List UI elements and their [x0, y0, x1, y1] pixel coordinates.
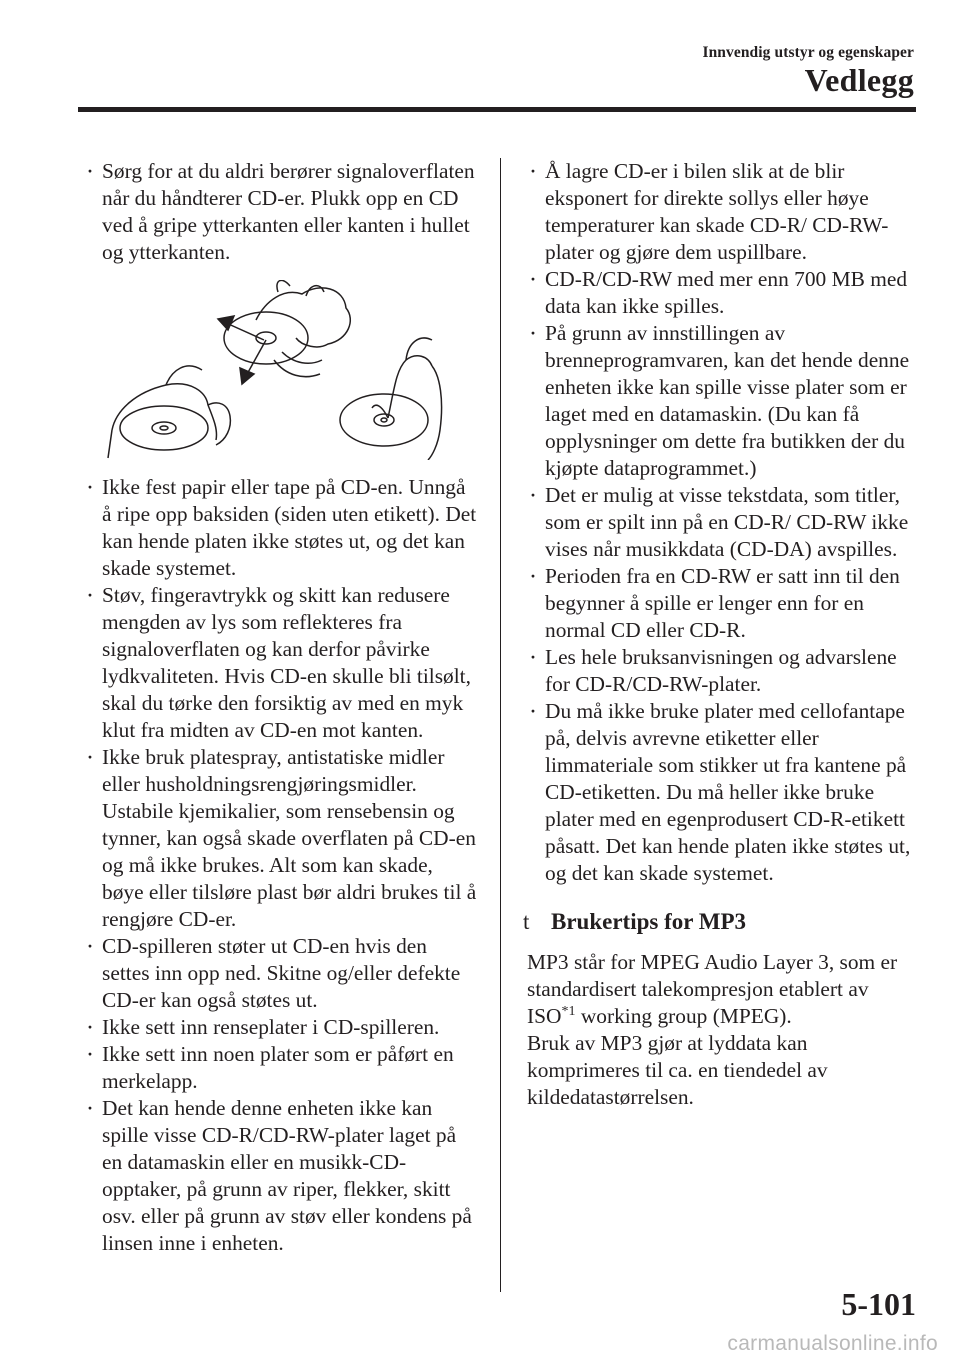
footnote-mark: *1 [561, 1004, 576, 1019]
bullet-dot: · [87, 936, 94, 956]
list-item-text: Les hele bruksanvisningen og advarslene for CD-R/CD-RW-plater. [545, 645, 897, 696]
section-marker-icon: t [523, 909, 530, 934]
list-item-text: Det er mulig at visse tekstdata, som titler, som er spilt inn på en CD-R/ CD-RW ikke vises når musikkdata (CD-DA) avspilles. [545, 483, 909, 561]
list-item [527, 266, 922, 320]
list-item-text: CD-R/CD-RW med mer enn 700 MB med data kan ikke spilles. [545, 267, 908, 318]
list-item-text: På grunn av innstillingen av brenneprogramvaren, kan det hende denne enheten ikke kan spille visse plater som er laget med en datamaskin. (Du kan få opplysninger om dette fra butikken der du kjøpte dataprogrammet.) [545, 321, 910, 480]
list-item [84, 1041, 479, 1095]
watermark: carmanualsonline.info [727, 1332, 938, 1355]
bullet-dot: · [530, 647, 537, 667]
list-item-text: Å lagre CD-er i bilen slik at de blir eksponert for direkte sollys eller høye temperaturer kan skade CD-R/ CD-RW-plater og gjøre dem uspillbare. [545, 159, 889, 264]
bullet-dot: · [87, 1017, 94, 1037]
list-item [527, 563, 922, 644]
list-item-text: Ikke bruk platespray, antistatiske midler eller husholdningsrengjøringsmidler. Ustabile kjemikalier, som rensebensin og tynner, kan også skade overflaten på CD-en og må ikke brukes. Alt som kan skade, bøye eller tilsløre plast bør aldri brukes til å rengjøre CD-er. [102, 745, 477, 931]
cd-handling-illustration-icon [106, 280, 476, 460]
bullet-dot: · [530, 161, 537, 181]
list-item-text: Det kan hende denne enheten ikke kan spille visse CD-R/CD-RW-plater laget på en datamaskin eller en musikk-CD-opptaker, på grunn av riper, flekker, skitt osv. eller på grunn av støv eller kondens på linsen inne i enheten. [102, 1096, 472, 1255]
mp3-paragraph-1 [527, 949, 922, 1111]
list-item [527, 158, 922, 266]
page-number: 5-101 [841, 1286, 916, 1322]
list-item-text: Ikke fest papir eller tape på CD-en. Unngå å ripe opp baksiden (siden uten etikett). Det kan hende platen ikke støtes ut, og det kan skade systemet. [102, 475, 477, 580]
list-item-text: Perioden fra en CD-RW er satt inn til den begynner å spille er lenger enn for en normal CD eller CD-R. [545, 564, 900, 642]
bullet-dot: · [87, 161, 94, 181]
list-item-text: Ikke sett inn noen plater som er påført en merkelapp. [102, 1042, 454, 1093]
bullet-dot: · [530, 485, 537, 505]
column-divider [500, 158, 501, 1292]
right-column [523, 158, 922, 1111]
bullet-dot: · [87, 477, 94, 497]
list-item [84, 1095, 479, 1257]
bullet-dot: · [87, 1098, 94, 1118]
list-item [84, 744, 479, 933]
list-item [84, 474, 479, 582]
list-item [527, 644, 922, 698]
bullet-dot: · [530, 701, 537, 721]
bullet-dot: · [530, 566, 537, 586]
chapter-title: Vedlegg [804, 62, 914, 98]
section-heading [523, 907, 922, 937]
chapter-subtitle: Innvendig utstyr og egenskaper [702, 44, 914, 61]
list-item [84, 933, 479, 1014]
list-item-text: Du må ikke bruke plater med cellofantape på, delvis avrevne etiketter eller limmateriale som stikker ut fra kantene på CD-etiketten. Du må heller ikke bruke plater med en egenprodusert CD-R-etikett påsatt. Det kan hende platen ikke støtes ut, og det kan skade systemet. [545, 699, 911, 885]
bullet-list-bottom [84, 474, 479, 1257]
list-item [527, 482, 922, 563]
bullet-dot: · [87, 747, 94, 767]
bullet-dot: · [87, 585, 94, 605]
paragraph-text-2: Bruk av MP3 gjør at lyddata kan komprimeres til ca. en tiendedel av kildedatastørrelsen. [527, 1031, 828, 1109]
list-item [527, 698, 922, 887]
header-rule [78, 107, 916, 112]
list-item [84, 1014, 479, 1041]
list-item-text: CD-spilleren støter ut CD-en hvis den settes inn opp ned. Skitne og/eller defekte CD-er kan også støtes ut. [102, 934, 461, 1012]
paragraph-text: MP3 står for MPEG Audio Layer 3, som er standardisert talekompresjon etablert av ISO [527, 950, 898, 1028]
bullet-list-right [527, 158, 922, 887]
list-item [527, 320, 922, 482]
paragraph-text-tail: working group (MPEG). [575, 1004, 792, 1028]
bullet-dot: · [530, 323, 537, 343]
list-item [84, 582, 479, 744]
list-item [84, 158, 479, 266]
list-item-text: Støv, fingeravtrykk og skitt kan redusere mengden av lys som reflekteres fra signaloverflaten og kan derfor påvirke lydkvaliteten. Hvis CD-en skulle bli tilsølt, skal du tørke den forsiktig av med en myk klut fra midten av CD-en mot kanten. [102, 583, 471, 742]
section-title: Brukertips for MP3 [551, 909, 747, 934]
bullet-dot: · [530, 269, 537, 289]
list-item-text: Ikke sett inn renseplater i CD-spilleren. [102, 1015, 440, 1039]
list-item-text: Sørg for at du aldri berører signaloverflaten når du håndterer CD-er. Plukk opp en CD ved å gripe ytterkanten eller kanten i hullet og ytterkanten. [102, 159, 475, 264]
bullet-dot: · [87, 1044, 94, 1064]
bullet-list-top [84, 158, 479, 266]
left-column [84, 158, 479, 1257]
